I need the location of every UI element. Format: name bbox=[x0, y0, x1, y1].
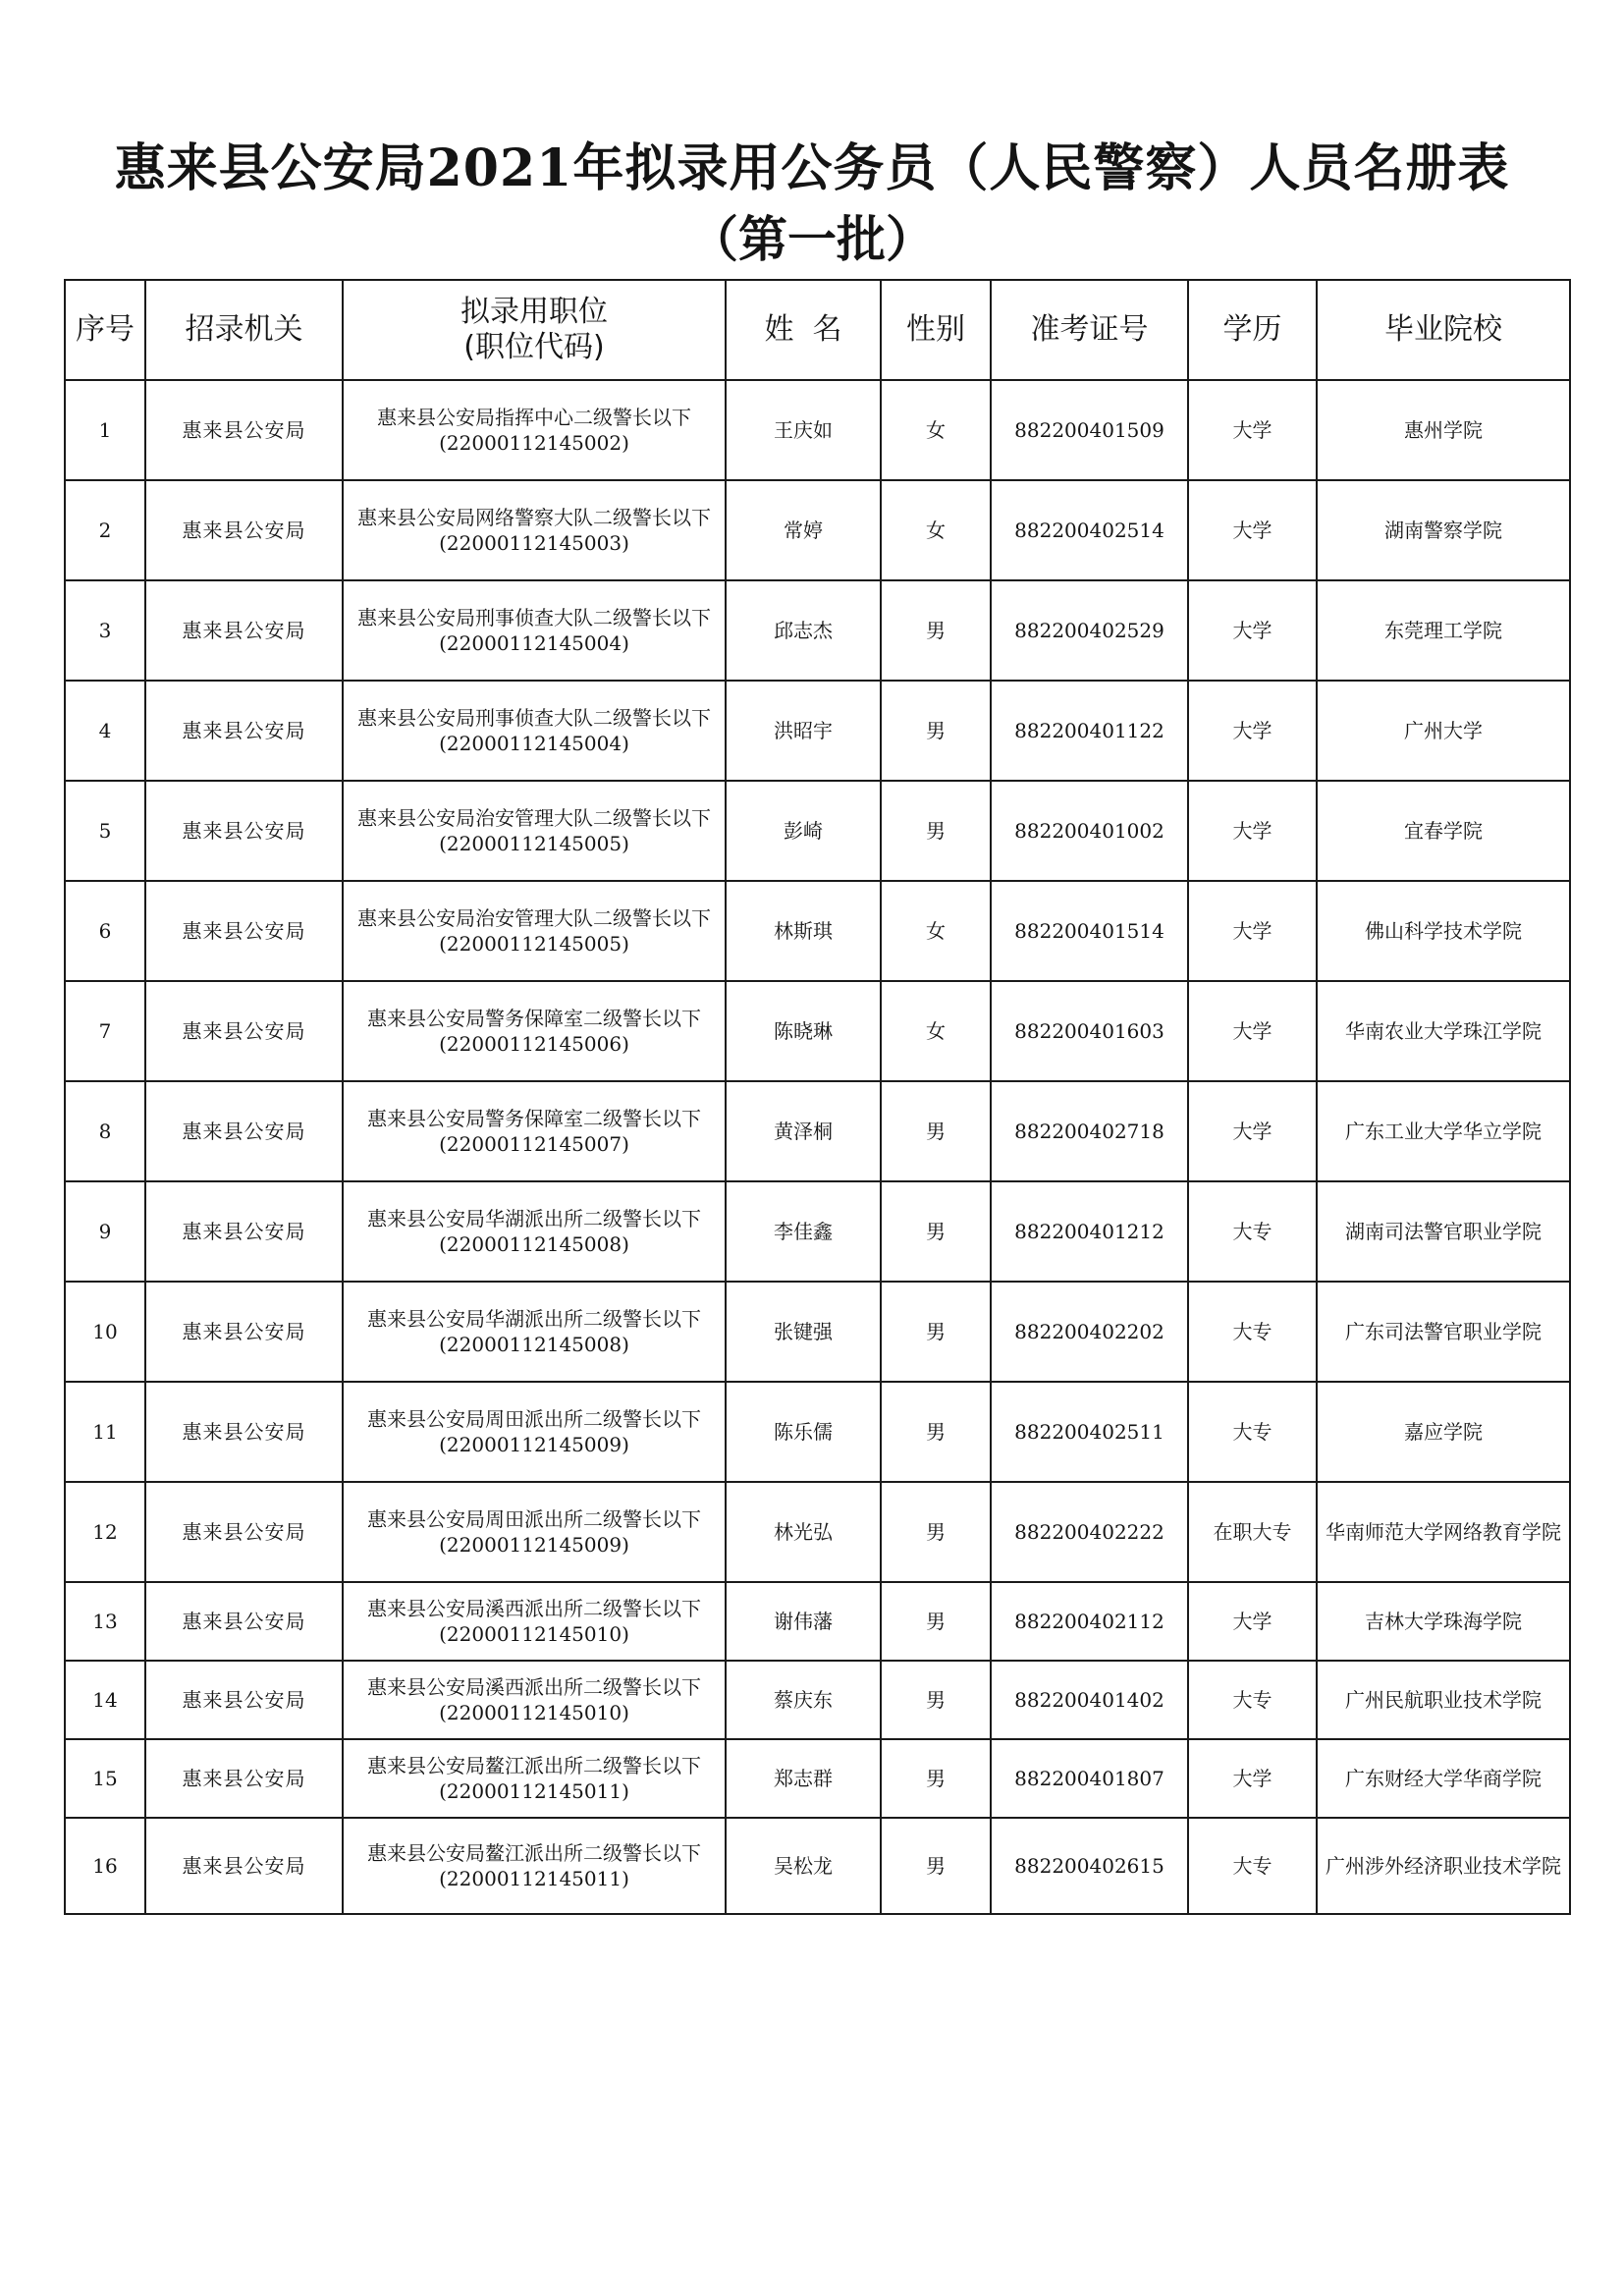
position-code: (22000112145007) bbox=[439, 1132, 629, 1156]
position-title: 惠来县公安局周田派出所二级警长以下 bbox=[367, 1507, 701, 1531]
cell-name: 常婷 bbox=[726, 480, 881, 580]
cell-gender: 男 bbox=[881, 580, 991, 681]
cell-exam-no: 882200402511 bbox=[991, 1382, 1188, 1482]
cell-name: 林斯琪 bbox=[726, 881, 881, 981]
table-row bbox=[65, 380, 1570, 480]
cell-name: 李佳鑫 bbox=[726, 1181, 881, 1282]
cell-name: 黄泽桐 bbox=[726, 1081, 881, 1181]
cell-name: 王庆如 bbox=[726, 380, 881, 480]
cell-education: 大学 bbox=[1188, 881, 1317, 981]
cell-education: 大学 bbox=[1188, 1739, 1317, 1818]
cell-education: 大学 bbox=[1188, 1081, 1317, 1181]
position-title: 惠来县公安局溪西派出所二级警长以下 bbox=[367, 1597, 701, 1620]
cell-position bbox=[343, 1482, 726, 1582]
cell-agency: 惠来县公安局 bbox=[145, 1482, 343, 1582]
cell-gender: 男 bbox=[881, 1282, 991, 1382]
table-row bbox=[65, 681, 1570, 781]
table-row bbox=[65, 1482, 1570, 1582]
cell-education: 大专 bbox=[1188, 1282, 1317, 1382]
cell-name: 谢伟藩 bbox=[726, 1582, 881, 1661]
cell-agency: 惠来县公安局 bbox=[145, 1739, 343, 1818]
position-title: 惠来县公安局警务保障室二级警长以下 bbox=[367, 1107, 701, 1130]
cell-exam-no: 882200401212 bbox=[991, 1181, 1188, 1282]
cell-name: 吴松龙 bbox=[726, 1818, 881, 1914]
position-code: (22000112145010) bbox=[439, 1622, 629, 1646]
cell-seq: 7 bbox=[65, 981, 145, 1081]
cell-exam-no: 882200402112 bbox=[991, 1582, 1188, 1661]
cell-position bbox=[343, 881, 726, 981]
cell-gender: 女 bbox=[881, 981, 991, 1081]
position-title: 惠来县公安局刑事侦查大队二级警长以下 bbox=[357, 606, 711, 629]
cell-school: 东莞理工学院 bbox=[1317, 580, 1570, 681]
cell-name: 邱志杰 bbox=[726, 580, 881, 681]
cell-education: 大专 bbox=[1188, 1181, 1317, 1282]
cell-seq: 11 bbox=[65, 1382, 145, 1482]
cell-name: 陈乐儒 bbox=[726, 1382, 881, 1482]
cell-gender: 男 bbox=[881, 1661, 991, 1739]
table-body bbox=[65, 380, 1570, 1914]
cell-seq: 16 bbox=[65, 1818, 145, 1914]
cell-school: 湖南警察学院 bbox=[1317, 480, 1570, 580]
cell-position bbox=[343, 1739, 726, 1818]
cell-position bbox=[343, 480, 726, 580]
cell-gender: 男 bbox=[881, 1582, 991, 1661]
cell-education: 大学 bbox=[1188, 480, 1317, 580]
cell-exam-no: 882200402222 bbox=[991, 1482, 1188, 1582]
cell-name: 张键强 bbox=[726, 1282, 881, 1382]
cell-school: 广州民航职业技术学院 bbox=[1317, 1661, 1570, 1739]
position-code: (22000112145009) bbox=[439, 1533, 629, 1557]
cell-seq: 2 bbox=[65, 480, 145, 580]
cell-exam-no: 882200401509 bbox=[991, 380, 1188, 480]
header-seq: 序号 bbox=[65, 280, 145, 380]
table-row bbox=[65, 1818, 1570, 1914]
cell-school: 广东财经大学华商学院 bbox=[1317, 1739, 1570, 1818]
cell-name: 彭崎 bbox=[726, 781, 881, 881]
table-header-row bbox=[65, 280, 1570, 380]
cell-agency: 惠来县公安局 bbox=[145, 580, 343, 681]
cell-gender: 男 bbox=[881, 681, 991, 781]
cell-exam-no: 882200402615 bbox=[991, 1818, 1188, 1914]
cell-agency: 惠来县公安局 bbox=[145, 781, 343, 881]
cell-gender: 女 bbox=[881, 380, 991, 480]
cell-exam-no: 882200401002 bbox=[991, 781, 1188, 881]
cell-gender: 男 bbox=[881, 1818, 991, 1914]
cell-agency: 惠来县公安局 bbox=[145, 1181, 343, 1282]
cell-school: 宜春学院 bbox=[1317, 781, 1570, 881]
cell-seq: 4 bbox=[65, 681, 145, 781]
header-gender: 性别 bbox=[881, 280, 991, 380]
header-education: 学历 bbox=[1188, 280, 1317, 380]
header-position-title: 拟录用职位 bbox=[460, 295, 608, 329]
cell-position bbox=[343, 1382, 726, 1482]
cell-position bbox=[343, 1181, 726, 1282]
position-code: (22000112145011) bbox=[439, 1779, 629, 1803]
cell-school: 佛山科学技术学院 bbox=[1317, 881, 1570, 981]
header-name: 姓 名 bbox=[726, 280, 881, 380]
cell-exam-no: 882200402514 bbox=[991, 480, 1188, 580]
position-code: (22000112145008) bbox=[439, 1232, 629, 1256]
cell-education: 大学 bbox=[1188, 781, 1317, 881]
cell-seq: 5 bbox=[65, 781, 145, 881]
cell-seq: 3 bbox=[65, 580, 145, 681]
cell-school: 惠州学院 bbox=[1317, 380, 1570, 480]
cell-agency: 惠来县公安局 bbox=[145, 681, 343, 781]
cell-seq: 12 bbox=[65, 1482, 145, 1582]
cell-school: 广东司法警官职业学院 bbox=[1317, 1282, 1570, 1382]
position-title: 惠来县公安局鳌江派出所二级警长以下 bbox=[367, 1841, 701, 1865]
table-row bbox=[65, 1582, 1570, 1661]
cell-seq: 15 bbox=[65, 1739, 145, 1818]
cell-seq: 13 bbox=[65, 1582, 145, 1661]
position-title: 惠来县公安局警务保障室二级警长以下 bbox=[367, 1007, 701, 1030]
cell-school: 广东工业大学华立学院 bbox=[1317, 1081, 1570, 1181]
cell-gender: 男 bbox=[881, 1081, 991, 1181]
cell-name: 郑志群 bbox=[726, 1739, 881, 1818]
position-title: 惠来县公安局治安管理大队二级警长以下 bbox=[357, 906, 711, 930]
cell-position bbox=[343, 580, 726, 681]
header-exam-no: 准考证号 bbox=[991, 280, 1188, 380]
table-row bbox=[65, 1661, 1570, 1739]
cell-position bbox=[343, 681, 726, 781]
cell-school: 广州涉外经济职业技术学院 bbox=[1317, 1818, 1570, 1914]
cell-agency: 惠来县公安局 bbox=[145, 380, 343, 480]
cell-gender: 女 bbox=[881, 881, 991, 981]
position-title: 惠来县公安局华湖派出所二级警长以下 bbox=[367, 1307, 701, 1331]
position-title: 惠来县公安局指挥中心二级警长以下 bbox=[377, 406, 691, 429]
roster-table bbox=[64, 279, 1571, 1915]
position-code: (22000112145005) bbox=[439, 932, 629, 956]
cell-gender: 男 bbox=[881, 1482, 991, 1582]
table-row bbox=[65, 1382, 1570, 1482]
position-title: 惠来县公安局网络警察大队二级警长以下 bbox=[357, 506, 711, 529]
cell-gender: 女 bbox=[881, 480, 991, 580]
cell-education: 大学 bbox=[1188, 580, 1317, 681]
table-row bbox=[65, 781, 1570, 881]
position-code: (22000112145004) bbox=[439, 732, 629, 755]
cell-agency: 惠来县公安局 bbox=[145, 881, 343, 981]
cell-agency: 惠来县公安局 bbox=[145, 1382, 343, 1482]
cell-exam-no: 882200401514 bbox=[991, 881, 1188, 981]
table-row bbox=[65, 480, 1570, 580]
cell-name: 洪昭宇 bbox=[726, 681, 881, 781]
cell-position bbox=[343, 1818, 726, 1914]
cell-position bbox=[343, 380, 726, 480]
cell-position bbox=[343, 1081, 726, 1181]
header-school: 毕业院校 bbox=[1317, 280, 1570, 380]
cell-school: 湖南司法警官职业学院 bbox=[1317, 1181, 1570, 1282]
cell-gender: 男 bbox=[881, 1181, 991, 1282]
cell-agency: 惠来县公安局 bbox=[145, 1582, 343, 1661]
cell-school: 华南师范大学网络教育学院 bbox=[1317, 1482, 1570, 1582]
document-subtitle: （第一批） bbox=[689, 210, 935, 268]
cell-seq: 10 bbox=[65, 1282, 145, 1382]
cell-position bbox=[343, 981, 726, 1081]
position-code: (22000112145004) bbox=[439, 631, 629, 655]
table-row bbox=[65, 1181, 1570, 1282]
cell-exam-no: 882200401807 bbox=[991, 1739, 1188, 1818]
cell-gender: 男 bbox=[881, 1382, 991, 1482]
cell-school: 吉林大学珠海学院 bbox=[1317, 1582, 1570, 1661]
cell-exam-no: 882200402718 bbox=[991, 1081, 1188, 1181]
position-code: (22000112145005) bbox=[439, 832, 629, 855]
position-code: (22000112145008) bbox=[439, 1333, 629, 1356]
cell-seq: 1 bbox=[65, 380, 145, 480]
cell-school: 广州大学 bbox=[1317, 681, 1570, 781]
cell-education: 大专 bbox=[1188, 1818, 1317, 1914]
position-title: 惠来县公安局刑事侦查大队二级警长以下 bbox=[357, 706, 711, 730]
cell-education: 大专 bbox=[1188, 1661, 1317, 1739]
cell-gender: 男 bbox=[881, 781, 991, 881]
cell-agency: 惠来县公安局 bbox=[145, 1661, 343, 1739]
cell-seq: 8 bbox=[65, 1081, 145, 1181]
table-row bbox=[65, 580, 1570, 681]
table-row bbox=[65, 1282, 1570, 1382]
position-title: 惠来县公安局治安管理大队二级警长以下 bbox=[357, 806, 711, 830]
cell-education: 大专 bbox=[1188, 1382, 1317, 1482]
position-title: 惠来县公安局周田派出所二级警长以下 bbox=[367, 1407, 701, 1431]
cell-education: 大学 bbox=[1188, 380, 1317, 480]
cell-agency: 惠来县公安局 bbox=[145, 1818, 343, 1914]
cell-school: 嘉应学院 bbox=[1317, 1382, 1570, 1482]
cell-education: 大学 bbox=[1188, 981, 1317, 1081]
cell-seq: 9 bbox=[65, 1181, 145, 1282]
header-position-code: (职位代码) bbox=[463, 330, 605, 364]
position-code: (22000112145010) bbox=[439, 1701, 629, 1724]
cell-position bbox=[343, 1661, 726, 1739]
cell-education: 大学 bbox=[1188, 681, 1317, 781]
cell-exam-no: 882200401603 bbox=[991, 981, 1188, 1081]
table-row bbox=[65, 981, 1570, 1081]
header-agency: 招录机关 bbox=[145, 280, 343, 380]
cell-seq: 14 bbox=[65, 1661, 145, 1739]
position-code: (22000112145009) bbox=[439, 1433, 629, 1456]
cell-education: 在职大专 bbox=[1188, 1482, 1317, 1582]
cell-agency: 惠来县公安局 bbox=[145, 981, 343, 1081]
cell-gender: 男 bbox=[881, 1739, 991, 1818]
position-title: 惠来县公安局鳌江派出所二级警长以下 bbox=[367, 1754, 701, 1777]
cell-position bbox=[343, 1282, 726, 1382]
table-row bbox=[65, 881, 1570, 981]
cell-exam-no: 882200401122 bbox=[991, 681, 1188, 781]
cell-name: 蔡庆东 bbox=[726, 1661, 881, 1739]
cell-seq: 6 bbox=[65, 881, 145, 981]
position-code: (22000112145002) bbox=[439, 431, 629, 455]
cell-agency: 惠来县公安局 bbox=[145, 480, 343, 580]
cell-agency: 惠来县公安局 bbox=[145, 1081, 343, 1181]
cell-exam-no: 882200401402 bbox=[991, 1661, 1188, 1739]
cell-name: 林光弘 bbox=[726, 1482, 881, 1582]
position-code: (22000112145003) bbox=[439, 531, 629, 555]
cell-name: 陈晓琳 bbox=[726, 981, 881, 1081]
cell-exam-no: 882200402202 bbox=[991, 1282, 1188, 1382]
cell-position bbox=[343, 781, 726, 881]
header-position bbox=[343, 280, 726, 380]
cell-exam-no: 882200402529 bbox=[991, 580, 1188, 681]
document-title: 惠来县公安局2021年拟录用公务员（人民警察）人员名册表 bbox=[114, 138, 1510, 198]
cell-agency: 惠来县公安局 bbox=[145, 1282, 343, 1382]
cell-position bbox=[343, 1582, 726, 1661]
position-code: (22000112145006) bbox=[439, 1032, 629, 1056]
cell-school: 华南农业大学珠江学院 bbox=[1317, 981, 1570, 1081]
position-title: 惠来县公安局溪西派出所二级警长以下 bbox=[367, 1675, 701, 1699]
cell-education: 大学 bbox=[1188, 1582, 1317, 1661]
table-row bbox=[65, 1081, 1570, 1181]
position-code: (22000112145011) bbox=[439, 1867, 629, 1890]
table-row bbox=[65, 1739, 1570, 1818]
position-title: 惠来县公安局华湖派出所二级警长以下 bbox=[367, 1207, 701, 1230]
